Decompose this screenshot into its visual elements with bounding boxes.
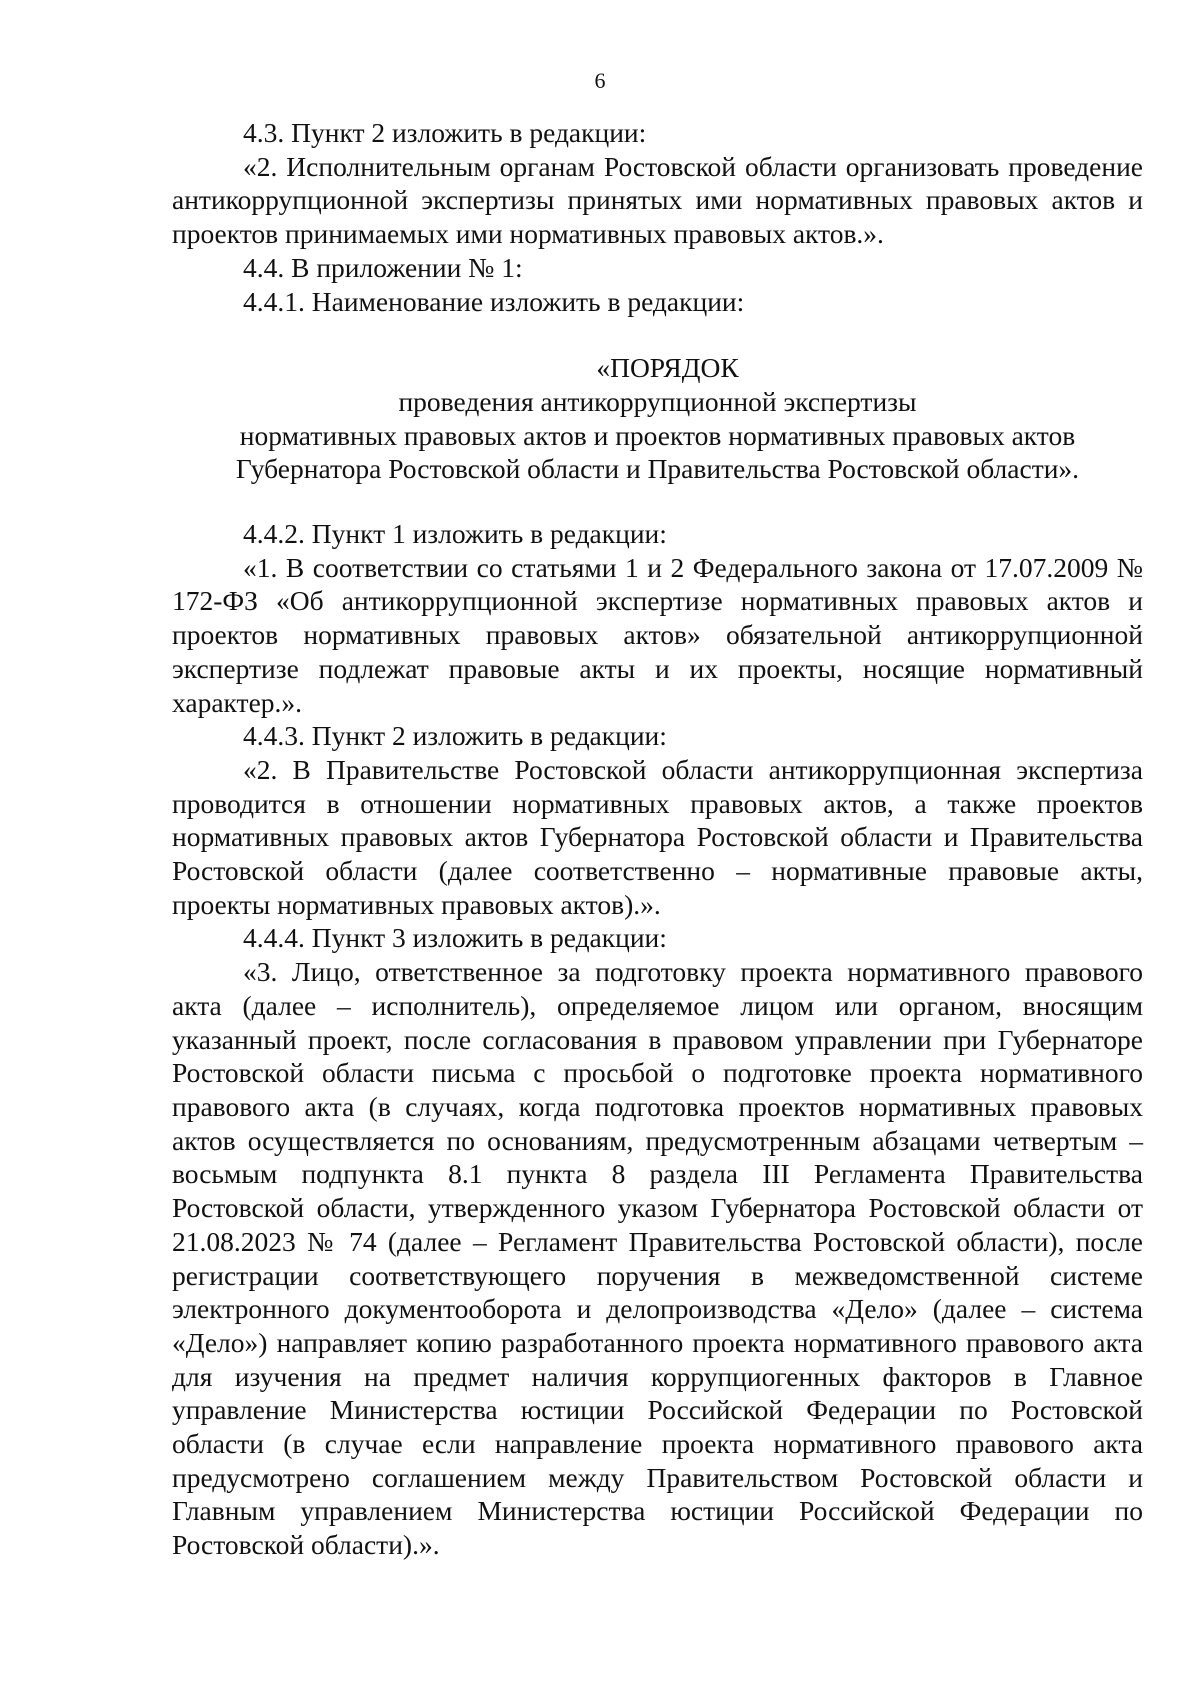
paragraph-4-4-2: 4.4.2. Пункт 1 изложить в редакции:: [243, 518, 667, 550]
paragraph-4-3: 4.3. Пункт 2 изложить в редакции:: [243, 117, 647, 148]
document-body: [172, 116, 1143, 1562]
title-line-3: нормативных правовых актов и проектов нормативных правовых актов: [239, 419, 1076, 451]
page-number: 6: [594, 68, 606, 93]
paragraph-4-4-3: 4.4.3. Пункт 2 изложить в редакции:: [243, 720, 667, 752]
paragraph-point-3-text: «3. Лицо, ответственное за подготовку проекта нормативного правового акта (далее – исполнитель), определяемое лицом или органом, вносящим указанный проект, после согласования в правовом управлении при Губернаторе Ростовской области письма с просьбой о подготовке проекта нормативного правового акта (в случаях, когда подготовка проектов нормативных правовых актов осуществляется по основаниям, предусмотренным абзацами четвертым – восьмым подпункта 8.1 пункта 8 раздела III Регламента Правительства Ростовской области, утвержденного указом Губернатора Ростовской области от 21.08.2023 № 74 (далее – Регламент Правительства Ростовской области), после регистрации соответствующего поручения в межведомственной системе электронного документооборота и делопроизводства «Дело» (далее – система «Дело») направляет копию разработанного проекта нормативного правового акта для изучения на предмет наличия коррупциогенных факторов в Главное управление Министерства юстиции Российской Федерации по Ростовской области (в случае если направление проекта нормативного правового акта предусмотрено соглашением между Правительством Ростовской области и Главным управлением Министерства юстиции Российской Федерации по Ростовской области).».: [172, 956, 1143, 1561]
paragraph-4-4: 4.4. В приложении № 1:: [243, 251, 523, 283]
paragraph-point-2-text: «2. В Правительстве Ростовской области антикоррупционная экспертиза проводится в отношении нормативных правовых актов, а также проектов нормативных правовых актов Губернатора Ростовской области и Правительства Ростовской области (далее соответственно – нормативные правовые акты, проекты нормативных правовых актов).».: [172, 753, 1143, 920]
paragraph-4-4-1: 4.4.1. Наименование изложить в редакции:: [243, 285, 745, 317]
paragraph-4-4-4: 4.4.4. Пункт 3 изложить в редакции:: [243, 922, 667, 954]
paragraph-4-3-text: «2. Исполнительным органам Ростовской области организовать проведение антикоррупционной экспертизы принятых ими нормативных правовых актов и проектов принимаемых ими нормативных правовых актов.».: [172, 150, 1143, 250]
paragraph-point-1-text: «1. В соответствии со статьями 1 и 2 Федерального закона от 17.07.2009 № 172-ФЗ «Об антикоррупционной экспертизе нормативных правовых актов и проектов нормативных правовых актов» обязательной антикоррупционной экспертизе подлежат правовые акты и их проекты, носящие нормативный характер.».: [172, 551, 1143, 718]
title-line-1: «ПОРЯДОК: [596, 352, 739, 384]
title-line-4: Губернатора Ростовской области и Правительства Ростовской области».: [235, 453, 1080, 485]
procedure-title: [172, 351, 1143, 486]
title-line-2: проведения антикоррупционной экспертизы: [398, 385, 917, 417]
